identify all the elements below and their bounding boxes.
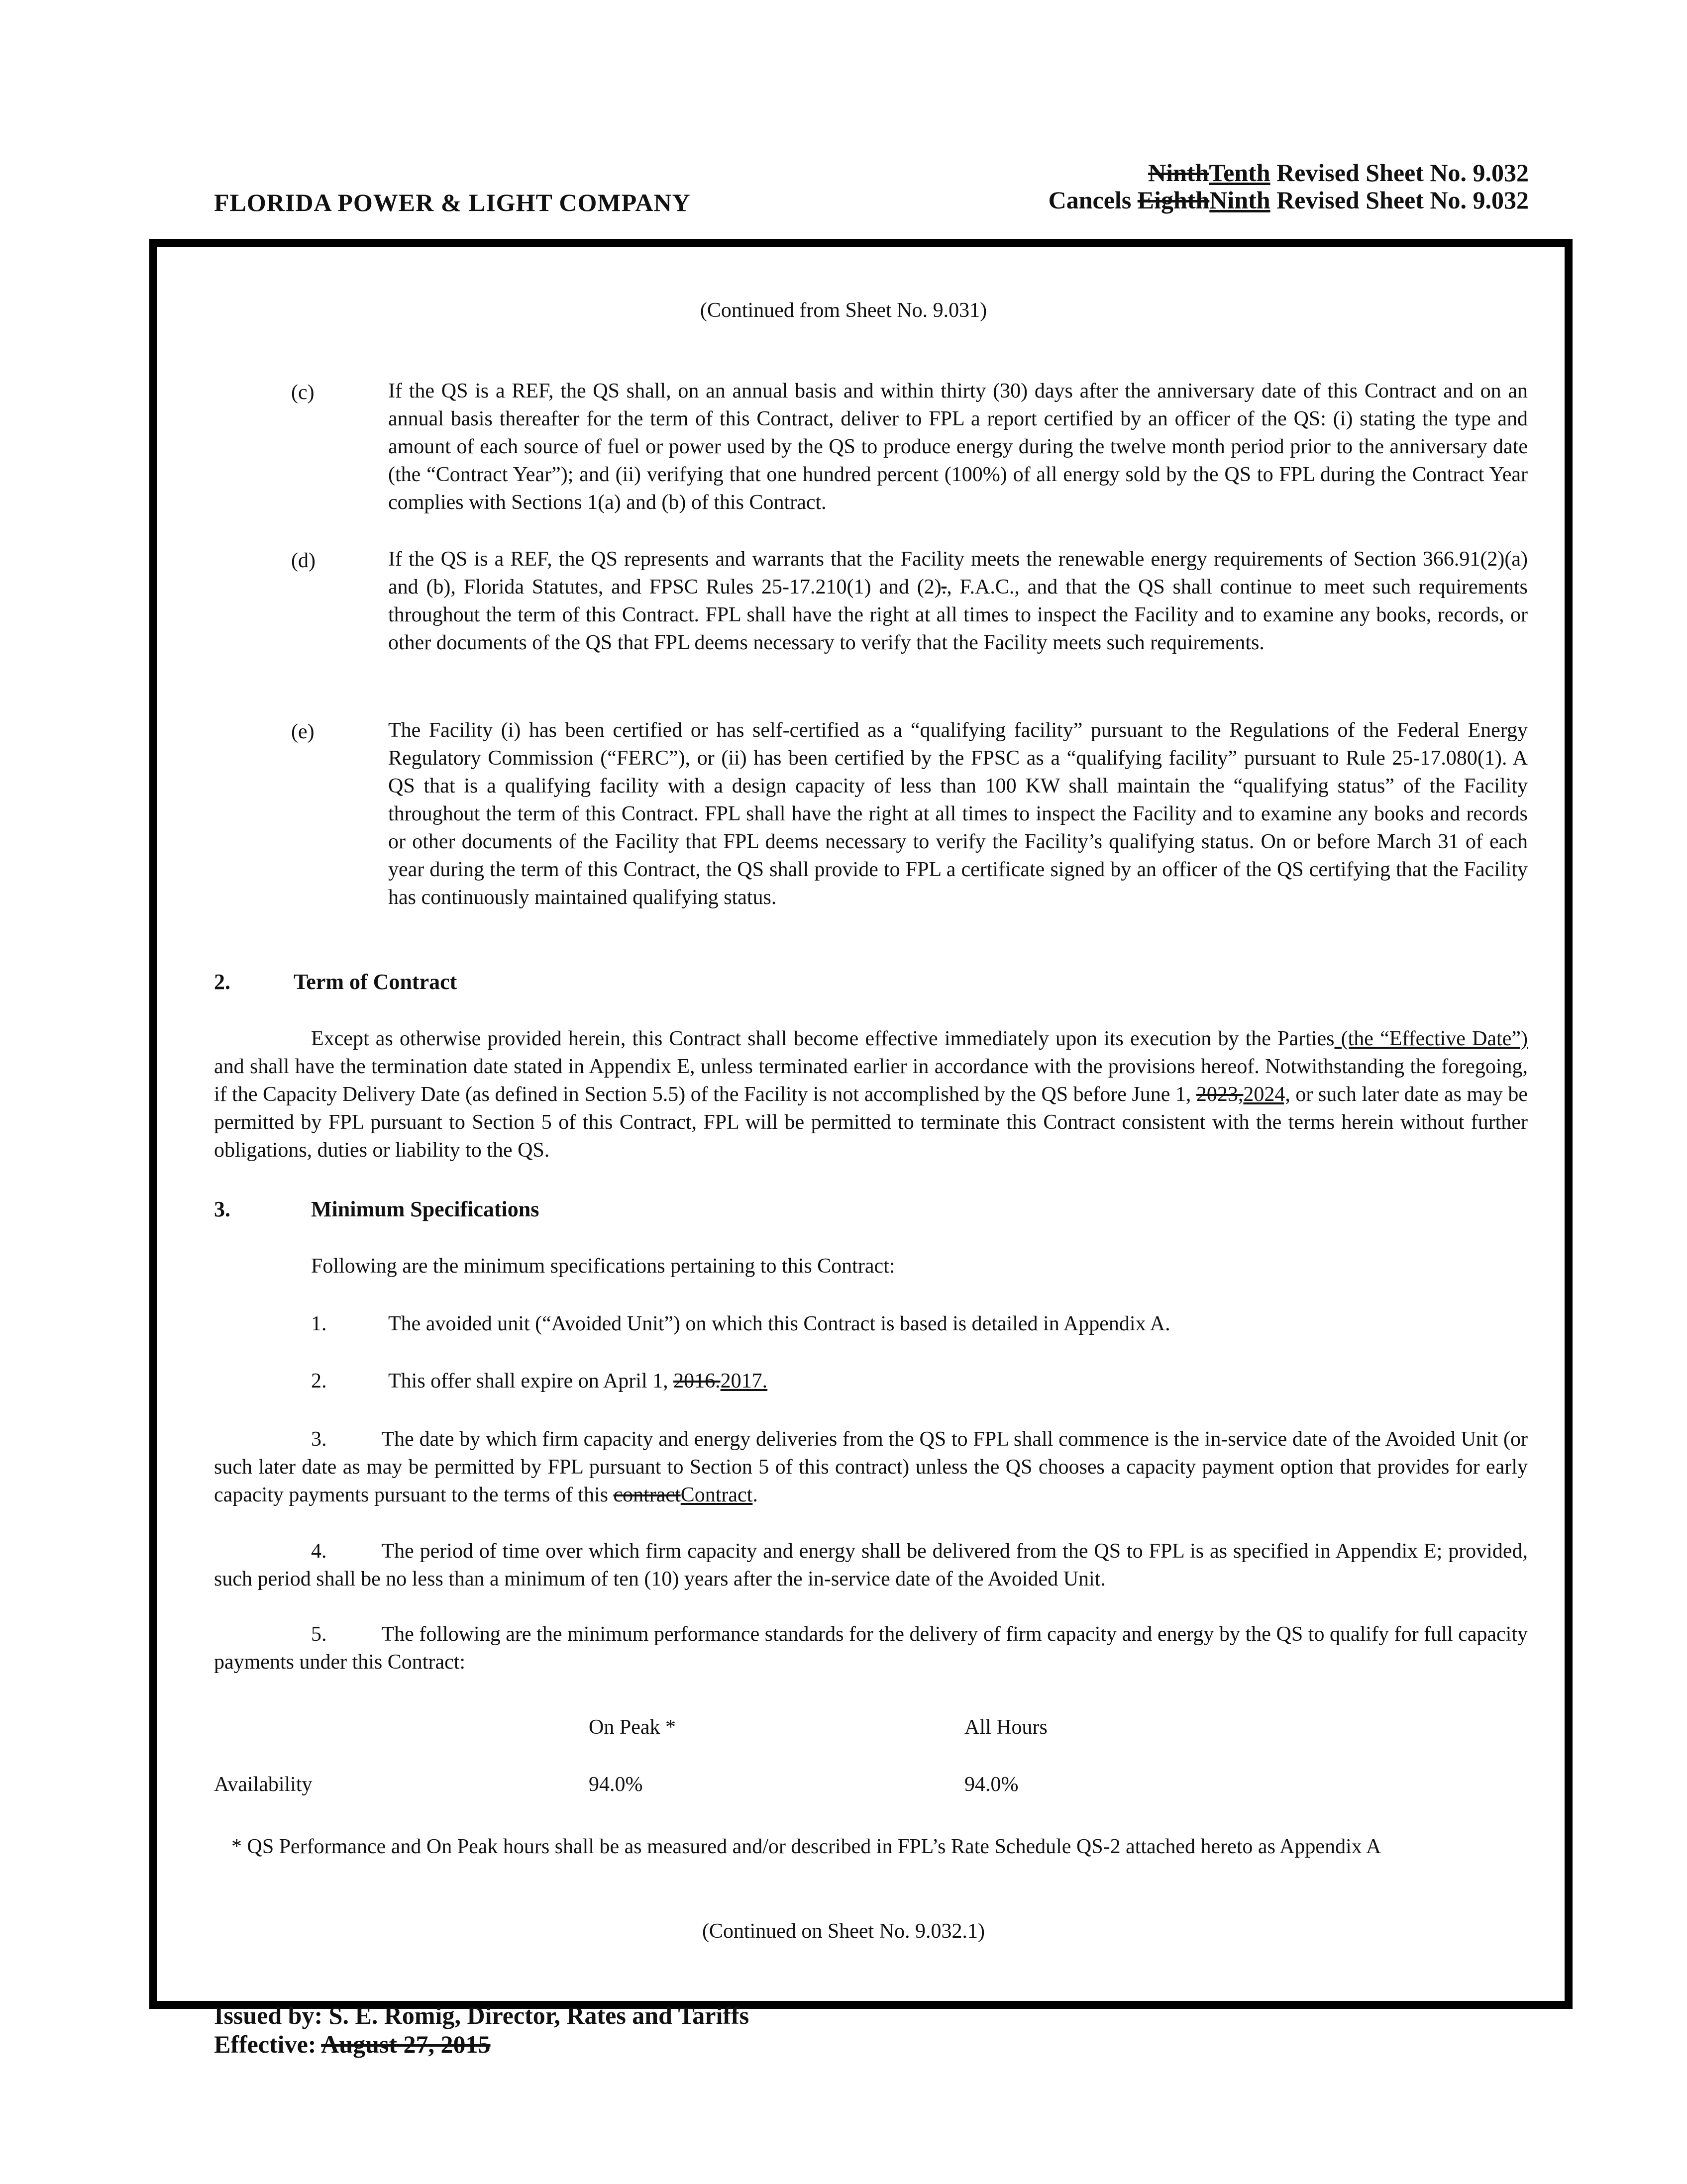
inserted-text: , xyxy=(947,576,952,598)
section-number: 2. xyxy=(214,970,230,994)
item-d-text-b: F.A.C., and that the QS shall continue to meet such requirements throughout the term of this Contract. FPL shall have the right at all times to inspect the Facility and to examine any books, records, or other documents of the QS that FPL deems necessary to verify that the Facility meets such requirements. xyxy=(388,576,1528,654)
all-hours-value: 94.0% xyxy=(964,1773,1019,1796)
effective-label: Effective: xyxy=(214,2030,321,2058)
spec-4-body: The period of time over which firm capacity and energy shall be delivered from the QS to FPL is as specified in Appendix E; provided, such period shall be no less than a minimum of ten (10) years after the in-service date of the Avoided Unit. xyxy=(214,1540,1528,1590)
on-peak-value: 94.0% xyxy=(589,1773,643,1796)
term-of-contract-text xyxy=(214,1025,1528,1164)
item-label: (c) xyxy=(291,381,315,404)
spec-number: 1. xyxy=(311,1312,327,1335)
sheet-number-rest: Revised Sheet No. 9.032 xyxy=(1270,159,1529,187)
spec-3-text-b: . xyxy=(752,1484,758,1506)
inserted-text: 2017. xyxy=(720,1370,768,1392)
item-label: (d) xyxy=(291,549,316,572)
spec-2-text xyxy=(388,1369,767,1393)
footnote: * QS Performance and On Peak hours shall be as measured and/or described in FPL’s Rate Schedule QS-2 attached hereto as Appendix A xyxy=(231,1835,1381,1858)
struck-text: . xyxy=(941,576,947,598)
effective-date xyxy=(214,2030,491,2059)
inserted-text: Contract xyxy=(680,1484,753,1506)
spec-3-text xyxy=(214,1425,1528,1509)
issued-by: Issued by: S. E. Romig, Director, Rates and Tariffs xyxy=(214,2001,749,2029)
spec-2-text-a: This offer shall expire on April 1, xyxy=(388,1370,674,1392)
item-label: (e) xyxy=(291,720,315,743)
item-c-text: If the QS is a REF, the QS shall, on an annual basis and within thirty (30) days after the anniversary date of this Contract and on an annual basis thereafter for the term of this Contract, deliver to FPL a report certified by an officer of the QS: (i) stating the type and amount of each source of fuel or power used by the QS to produce energy during the twelve month period prior to the anniversary date (the “Contract Year”); and (ii) verifying that one hundred percent (100%) of all energy sold by the QS to FPL during the Contract Year complies with Sections 1(a) and (b) of this Contract. xyxy=(388,380,1528,514)
cancels-sheet-number xyxy=(1049,186,1529,214)
row-label-availability: Availability xyxy=(214,1773,313,1796)
term-text-b: and shall have the termination date stated in Appendix E, unless terminated earlier in accordance with the provisions hereof. Notwithstanding the foregoing, if the Capacity Delivery Date (as defined in Section 5.5) of the Facility is not accomplished by the QS before June 1, xyxy=(214,1055,1528,1106)
spec-4-text xyxy=(214,1537,1528,1593)
struck-text: August 27, 2015 xyxy=(321,2030,491,2058)
min-spec-intro: Following are the minimum specifications pertaining to this Contract: xyxy=(311,1255,895,1278)
section-title: Minimum Specifications xyxy=(311,1197,539,1221)
company-name: FLORIDA POWER & LIGHT COMPANY xyxy=(214,189,691,216)
struck-text: Ninth xyxy=(1148,159,1209,187)
inserted-text: Tenth xyxy=(1209,159,1270,187)
continued-from: (Continued from Sheet No. 9.031) xyxy=(700,299,987,322)
item-d-text-a: If the QS is a REF, the QS represents and warrants that the Facility meets the renewable energy requirements of Section 366.91(2)(a) and (b), Florida Statutes, and FPSC Rules 25-17.210(1) and (2) xyxy=(388,548,1528,598)
item-d-text xyxy=(388,545,1528,657)
inserted-text: Ninth xyxy=(1209,186,1270,214)
sheet-number xyxy=(1148,158,1529,187)
column-header-on-peak: On Peak * xyxy=(589,1716,676,1739)
spec-number: 4. xyxy=(311,1540,327,1563)
term-text-a: Except as otherwise provided herein, this Contract shall become effective immediately upon its execution by the Parties xyxy=(311,1027,1335,1050)
spec-number: 2. xyxy=(311,1370,327,1392)
section-title: Term of Contract xyxy=(294,970,457,994)
term-text-c: or such later date as may be permitted by FPL pursuant to Section 5 of this Contract, FPL will be permitted to terminate this Contract consistent with the terms herein without further obligations, duties or liability to the QS. xyxy=(214,1083,1528,1162)
struck-text: 2023, xyxy=(1196,1083,1244,1106)
inserted-text: (the “Effective Date”) xyxy=(1334,1027,1528,1050)
spec-3-text-a: The date by which firm capacity and energy deliveries from the QS to FPL shall commence is the in-service date of the Avoided Unit (or such later date as may be permitted by FPL pursuant to Section 5 of this contract) unless the QS chooses a capacity payment option that provides for early capacity payments pursuant to the terms of this xyxy=(214,1428,1528,1506)
spec-number: 5. xyxy=(311,1623,327,1646)
spec-1-text: The avoided unit (“Avoided Unit”) on which this Contract is based is detailed in Appendix A. xyxy=(388,1312,1170,1335)
struck-text: 2016. xyxy=(673,1370,721,1392)
cancels-prefix: Cancels xyxy=(1048,186,1138,214)
struck-text: Eighth xyxy=(1137,186,1210,214)
spec-5-text xyxy=(214,1620,1528,1676)
cancels-rest: Revised Sheet No. 9.032 xyxy=(1270,186,1529,214)
spec-5-body: The following are the minimum performance standards for the delivery of firm capacity and energy by the QS to qualify for full capacity payments under this Contract: xyxy=(214,1623,1528,1674)
inserted-text: 2024, xyxy=(1243,1083,1290,1106)
spec-number: 3. xyxy=(311,1428,327,1451)
continued-on: (Continued on Sheet No. 9.032.1) xyxy=(702,1920,985,1943)
section-number: 3. xyxy=(214,1197,230,1221)
struck-text: contract xyxy=(613,1484,681,1506)
column-header-all-hours: All Hours xyxy=(964,1716,1048,1739)
item-e-text: The Facility (i) has been certified or has self-certified as a “qualifying facility” pursuant to the Regulations of the Federal Energy Regulatory Commission (“FERC”), or (ii) has been certified by the FPSC as a “qualifying facility” pursuant to Rule 25-17.080(1). A QS that is a qualifying facility with a design capacity of less than 100 KW shall maintain the “qualifying status” of the Facility throughout the term of this Contract. FPL shall have the right at all times to inspect the Facility and to examine any books and records or other documents of the Facility that FPL deems necessary to verify the Facility’s qualifying status. On or before March 31 of each year during the term of this Contract, the QS shall provide to FPL a certificate signed by an officer of the QS certifying that the Facility has continuously maintained qualifying status. xyxy=(388,719,1528,909)
